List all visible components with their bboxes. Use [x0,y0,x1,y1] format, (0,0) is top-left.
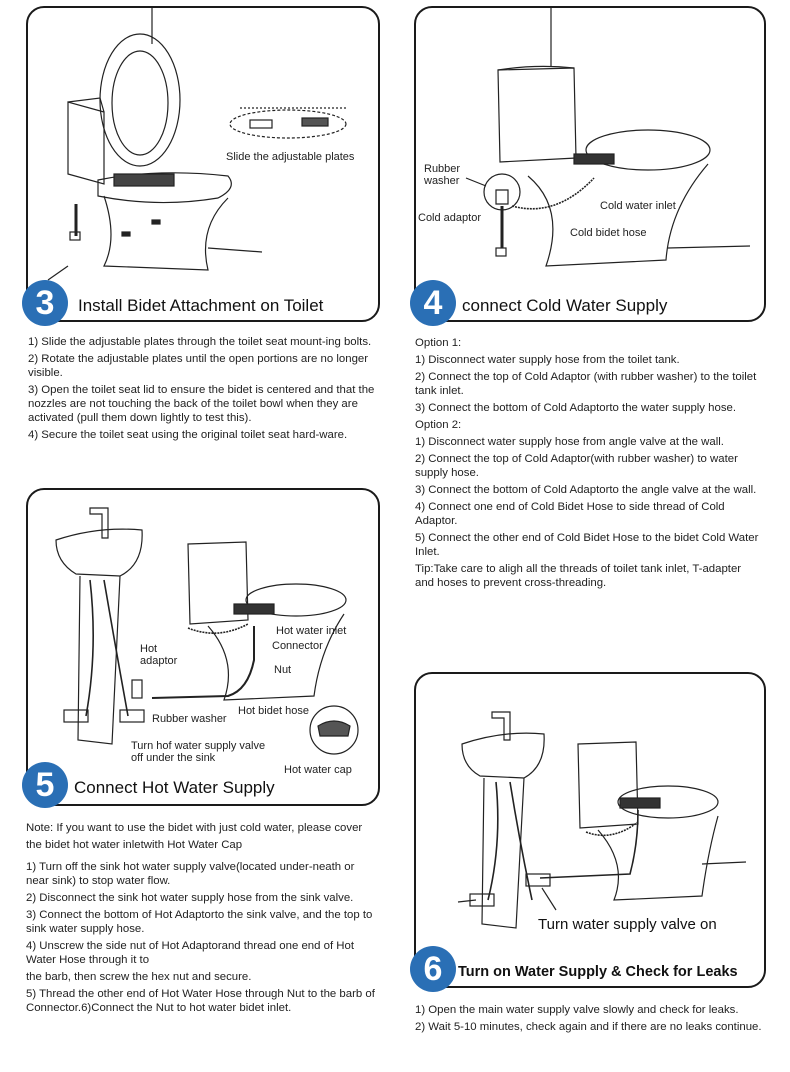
step5-instructions [26,820,380,1018]
label-rubber-washer: Rubber washer [424,163,461,187]
step3-title: Install Bidet Attachment on Toilet [78,296,324,315]
step4-line-9: 4) Connect one end of Cold Bidet Hose to side thread of Cold Adaptor. [415,501,725,527]
step6-title: Turn on Water Supply & Check for Leaks [458,964,738,980]
step6-badge: 6 [410,946,456,992]
step4-line-5: Option 2: [415,419,462,431]
step6-panel [414,672,766,988]
step4-line-6: 1) Disconnect water supply hose from angle valve at the wall. [415,436,724,448]
step4-line-10: 5) Connect the other end of Cold Bidet Hose to the bidet Cold Water Inlet. [415,532,759,558]
step4-line-7: 2) Connect the top of Cold Adaptor(with rubber washer) to water supply hose. [415,453,738,479]
step4-line-8: 3) Connect the bottom of Cold Adaptorto the angle valve at the wall. [415,484,757,496]
label-rubber-washer-hot: Rubber washer [152,713,227,725]
step3-line-4: 4) Secure the toilet seat using the original toilet seat hard-ware. [28,429,348,441]
step4-tip: Tip:Take care to aligh all the threads of toilet tank inlet, T-adapter and hoses to prevent cross-threading. [415,563,742,589]
step5-panel [26,488,380,806]
step5-line-3: 3) Connect the bottom of Hot Adaptorto the sink valve, and the top to sink water supply hose. [26,909,373,935]
step6-sink-toilet-illustration [416,674,764,986]
step3-line-1: 1) Slide the adjustable plates through the toilet seat mount-ing bolts. [28,336,372,348]
step6-line-2: 2) Wait 5-10 minutes, check again and if there are no leaks continue. [415,1021,762,1033]
step3-line-2: 2) Rotate the adjustable plates until the open portions are no longer visible. [28,353,369,379]
step4-line-4: 3) Connect the bottom of Cold Adaptorto the water supply hose. [415,402,737,414]
label-connector: Connector [272,640,323,652]
label-hot-adaptor: Hot adaptor [140,643,178,667]
label-slide-plates: Slide the adjustable plates [226,151,355,163]
step5-note: Note: If you want to use the bidet with just cold water, please cover the bidet hot water inletwith Hot Water Cap [26,822,363,851]
step4-badge: 4 [410,280,456,326]
step5-line-2: 2) Disconnect the sink hot water supply hose from the sink valve. [26,892,354,904]
step3-instructions [28,335,380,445]
step3-badge: 3 [22,280,68,326]
step4-panel [414,6,766,322]
step5-badge: 5 [22,762,68,808]
step4-line-1: Option 1: [415,337,462,349]
step6-line-1: 1) Open the main water supply valve slowly and check for leaks. [415,1004,739,1016]
step5-line-4: 4) Unscrew the side nut of Hot Adaptorand thread one end of Hot Water Hose through it to [26,940,355,966]
step4-title: connect Cold Water Supply [462,296,668,315]
step3-toilet-illustration [28,8,378,320]
label-valve-on: Turn water supply valve on [538,916,717,933]
step4-line-3: 2) Connect the top of Cold Adaptor (with rubber washer) to the toilet tank inlet. [415,371,757,397]
step5-line-6: 5) Thread the other end of Hot Water Hose through Nut to the barb of Connector.6)Connect the Nut to hot water bidet inlet. [26,988,375,1014]
step5-title: Connect Hot Water Supply [74,778,275,797]
label-cold-adaptor: Cold adaptor [418,212,481,224]
step4-line-2: 1) Disconnect water supply hose from the toilet tank. [415,354,680,366]
label-hot-water-cap: Hot water cap [284,764,352,776]
step5-line-1: 1) Turn off the sink hot water supply valve(located under-neath or near sink) to stop water flow. [26,861,355,887]
label-cold-water-inlet: Cold water inlet [600,200,676,212]
label-cold-bidet-hose: Cold bidet hose [570,227,647,239]
step5-line-5: the barb, then screw the hex nut and secure. [26,971,252,983]
label-nut: Nut [274,664,292,676]
label-hot-water-inlet: Hot water inlet [276,625,347,637]
step6-instructions [415,1003,769,1037]
label-hot-bidet-hose: Hot bidet hose [238,705,309,717]
step4-instructions [415,336,763,593]
step3-panel [26,6,380,322]
step3-line-3: 3) Open the toilet seat lid to ensure the bidet is centered and that the nozzles are not touching the back of the toilet bowl when they are activated (pull them down lightly to test this). [28,384,375,424]
label-turn-off-valve: Turn hof water supply valve off under the sink [131,740,266,764]
